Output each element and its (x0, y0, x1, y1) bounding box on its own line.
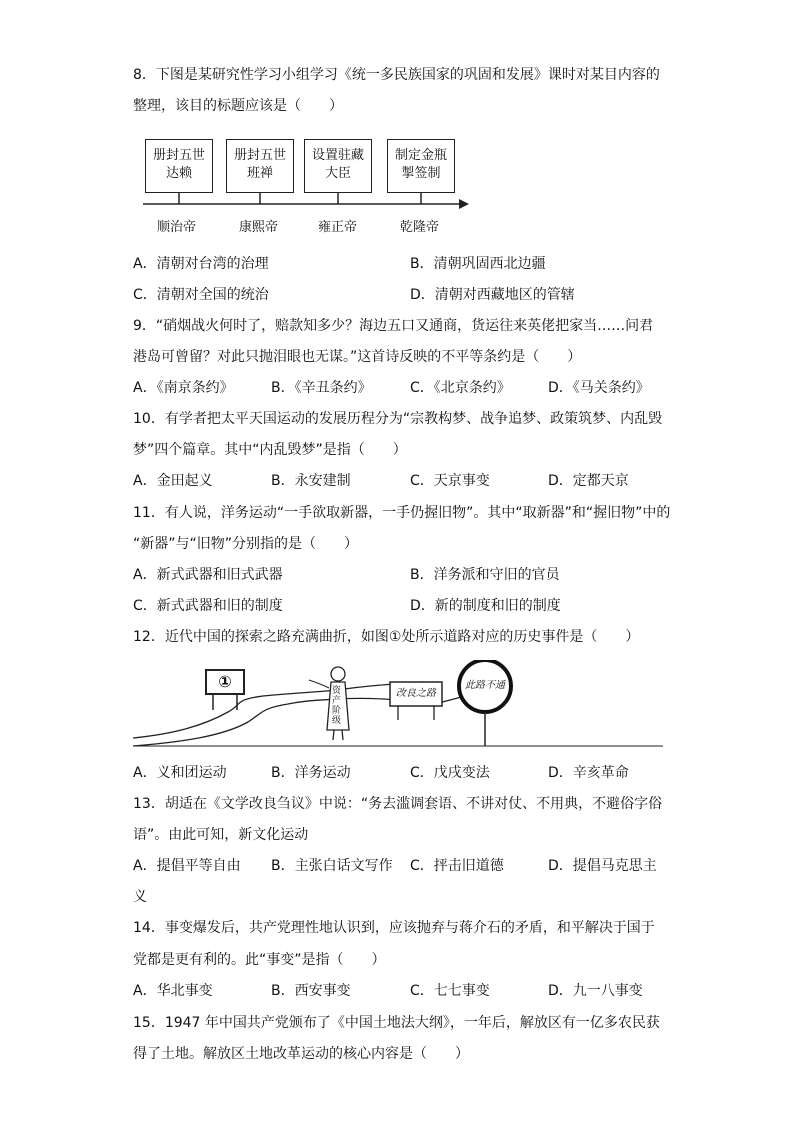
reform-sign-text: 改良之路 (396, 688, 436, 699)
q9-option-d: D．《马关条约》 (548, 380, 650, 396)
q11-option-a: A．新式武器和旧式武器 (133, 567, 283, 583)
q14-option-d: D．九一八事变 (548, 983, 643, 999)
q15-stem-line2: 得了土地。解放区土地改革运动的核心内容是（ ） (133, 1046, 469, 1062)
q8-option-d: D．清朝对西藏地区的管辖 (410, 287, 575, 303)
timeline-event-box (387, 139, 455, 193)
q12-option-a: A．义和团运动 (133, 765, 227, 781)
event-line: 班禅 (246, 166, 273, 181)
q13-option-d: D．提倡马克思主 (548, 858, 657, 874)
q10-option-b: B．永安建制 (271, 473, 351, 489)
q12-option-b: B．洋务运动 (271, 765, 351, 781)
q13-option-a: A．提倡平等自由 (133, 858, 241, 874)
q8-stem-line2: 整理，该目的标题应该是（ ） (133, 98, 343, 114)
event-line: 册封五世 (233, 148, 286, 163)
q15-stem-line1: 15．1947 年中国共产党颁布了《中国土地法大纲》，一年后，解放区有一亿多农民获 (133, 1015, 660, 1031)
q14-stem-line1: 14．事变爆发后，共产党理性地认识到，应该抛弃与蒋介石的矛盾，和平解决于国于 (133, 920, 655, 936)
q10-option-c: C．天京事变 (410, 473, 490, 489)
q11-option-b: B．洋务派和守旧的官员 (410, 567, 560, 583)
q9-option-c: C．《北京条约》 (410, 380, 511, 396)
timeline-emperor-label: 乾隆帝 (400, 220, 440, 235)
q13-option-c: C．抨击旧道德 (410, 858, 504, 874)
q9-option-a: A．《南京条约》 (133, 380, 234, 396)
q9-stem-line2: 港岛可曾留？对此只抛泪眼也无谋。”这首诗反映的不平等条约是（ ） (133, 349, 582, 365)
q13-option-b: B．主张白话文写作 (271, 858, 393, 874)
dead-end-sign-text: 此路不通 (465, 680, 505, 691)
event-line: 大臣 (324, 166, 351, 181)
q10-option-a: A．金田起义 (133, 473, 213, 489)
q12-option-c: C．戊戌变法 (410, 765, 490, 781)
timeline-emperor-label: 雍正帝 (318, 220, 358, 235)
q13-option-d-wrap: 义 (133, 889, 147, 905)
q13-stem-line1: 13．胡适在《文学改良刍议》中说：“务去滥调套语、不讲对仗、不用典，不避俗字俗 (133, 796, 663, 812)
q8-option-c: C．清朝对全国的统治 (133, 287, 269, 303)
q10-stem-line1: 10．有学者把太平天国运动的发展历程分为“宗教构梦、战争追梦、政策筑梦、内乱毁 (133, 411, 663, 427)
q11-stem-line1: 11．有人说，洋务运动“一手欲取新器，一手仍握旧物”。其中“取新器”和“握旧物”中的 (133, 505, 671, 521)
event-line: 册封五世 (152, 148, 205, 163)
timeline-event-box (304, 139, 372, 193)
q14-stem-line2: 党都是更有利的。此“事变”是指（ ） (133, 952, 386, 968)
q9-option-b: B．《辛丑条约》 (271, 380, 372, 396)
q12-stem-line1: 12．近代中国的探索之路充满曲折，如图①处所示道路对应的历史事件是（ ） (133, 629, 640, 645)
figure-label: 资产阶级 (332, 686, 342, 726)
q9-stem-line1: 9．“硝烟战火何时了，赔款知多少？海边五口又通商，货运往来英佬把家当……问君 (133, 318, 654, 334)
q12-road-illustration (133, 660, 663, 748)
q14-option-c: C．七七事变 (410, 983, 490, 999)
timeline-emperor-label: 顺治帝 (157, 220, 197, 235)
timeline-emperor-label: 康熙帝 (239, 220, 279, 235)
q12-option-d: D．辛亥革命 (548, 765, 629, 781)
q13-stem-line2: 语”。由此可知，新文化运动 (133, 827, 309, 843)
event-line: 达赖 (165, 166, 192, 181)
q11-stem-line2: “新器”与“旧物”分别指的是（ ） (133, 536, 359, 552)
event-line: 掣签制 (401, 166, 441, 181)
q8-stem-line1: 8．下图是某研究性学习小组学习《统一多民族国家的巩固和发展》课时对某目内容的 (133, 67, 660, 83)
q8-option-a: A．清朝对台湾的治理 (133, 256, 269, 272)
q10-stem-line2: 梦”四个篇章。其中“内乱毁梦”是指（ ） (133, 442, 407, 458)
timeline-event-box (226, 139, 294, 193)
q8-timeline-diagram (133, 134, 473, 238)
road-sign-label: ① (218, 672, 232, 691)
event-line: 制定金瓶 (394, 148, 447, 163)
timeline-event-box (145, 139, 213, 193)
q10-option-d: D．定都天京 (548, 473, 629, 489)
q14-option-a: A．华北事变 (133, 983, 213, 999)
q11-option-d: D．新的制度和旧的制度 (410, 598, 561, 614)
q14-option-b: B．西安事变 (271, 983, 351, 999)
event-line: 设置驻藏 (311, 148, 364, 163)
q8-option-b: B．清朝巩固西北边疆 (410, 256, 546, 272)
q11-option-c: C．新式武器和旧的制度 (133, 598, 283, 614)
